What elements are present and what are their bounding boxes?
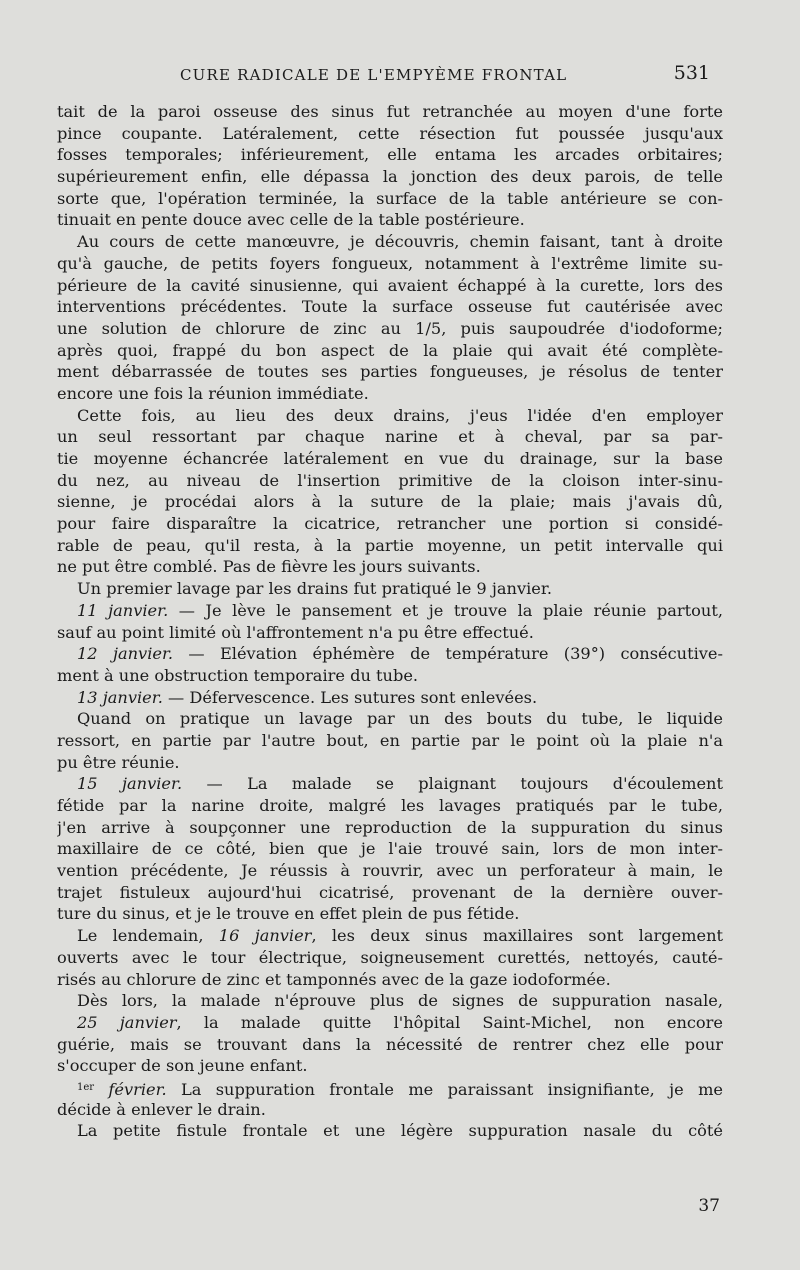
line-text: Cette fois, au lieu des deux drains, j'eus l'idée d'en employer <box>77 405 723 425</box>
text-line <box>57 665 723 687</box>
text-line <box>57 144 723 166</box>
entry-date: 15 janvier. <box>77 774 183 794</box>
text-line <box>57 622 723 644</box>
text-line <box>57 253 723 275</box>
line-text: ment débarrassée de toutes ses parties fongueuses, je résolus de tenter <box>57 362 723 382</box>
text-line <box>57 1055 723 1077</box>
line-text: — Elévation éphémère de température (39°) consécutive- <box>173 644 723 664</box>
text-line <box>57 166 723 188</box>
line-text: , la malade quitte l'hôpital Saint-Michel, non encore <box>176 1012 723 1032</box>
line-text: , les deux sinus maxillaires sont largement <box>311 926 723 946</box>
line-text: sorte que, l'opération terminée, la surface de la table antérieure se con- <box>57 188 723 208</box>
text-line <box>57 231 723 253</box>
line-text: sauf au point limité où l'affrontement n'a pu être effectué. <box>57 622 534 642</box>
line-text: interventions précédentes. Toute la surface osseuse fut cautérisée avec <box>57 297 723 317</box>
line-text: après quoi, frappé du bon aspect de la plaie qui avait été complète- <box>57 340 723 360</box>
text-line <box>57 448 723 470</box>
line-text: pince coupante. Latéralement, cette résection fut poussée jusqu'aux <box>57 123 723 143</box>
text-line <box>57 361 723 383</box>
text-line <box>57 578 723 600</box>
text-line <box>57 340 723 362</box>
entry-date: 13 janvier. <box>77 687 163 707</box>
line-text: Au cours de cette manœuvre, je découvris, chemin faisant, tant à droite <box>77 232 723 252</box>
running-title: CURE RADICALE DE L'EMPYÈME FRONTAL <box>180 66 568 84</box>
text-line <box>57 1120 723 1142</box>
text-line <box>57 1034 723 1056</box>
line-text: ne put être comblé. Pas de fièvre les jours suivants. <box>57 557 481 577</box>
entry-date: 11 janvier. <box>77 600 169 620</box>
text-line <box>57 1012 723 1034</box>
text-line <box>57 426 723 448</box>
line-text: s'occuper de son jeune enfant. <box>57 1056 308 1076</box>
text-line <box>57 405 723 427</box>
entry-date: 16 janvier <box>218 926 312 946</box>
line-text: tait de la paroi osseuse des sinus fut retranchée au moyen d'une forte <box>57 102 723 121</box>
body-text <box>57 101 723 1142</box>
line-text: sienne, je procédai alors à la suture de la plaie; mais j'avais dû, <box>57 492 723 512</box>
text-line <box>57 209 723 231</box>
text-line <box>57 491 723 513</box>
text-line <box>57 556 723 578</box>
line-text: La suppuration frontale me paraissant insignifiante, je me <box>166 1079 723 1099</box>
line-text: trajet fistuleux aujourd'hui cicatrisé, provenant de la dernière ouver- <box>57 882 723 902</box>
line-text: ture du sinus, et je le trouve en effet plein de pus fétide. <box>57 904 520 924</box>
line-text: fosses temporales; inférieurement, elle entama les arcades orbitaires; <box>57 145 723 165</box>
text-line <box>57 708 723 730</box>
text-line <box>57 795 723 817</box>
line-text: Un premier lavage par les drains fut pratiqué le 9 janvier. <box>77 579 552 599</box>
text-line <box>57 296 723 318</box>
text-line <box>57 773 723 795</box>
line-text: décide à enlever le drain. <box>57 1099 266 1119</box>
text-line <box>57 817 723 839</box>
line-text: périeure de la cavité sinusienne, qui avaient échappé à la curette, lors des <box>57 275 723 295</box>
line-text: pour faire disparaître la cicatrice, retrancher une portion si considé- <box>57 514 723 534</box>
line-text: j'en arrive à soupçonner une reproduction de la suppuration du sinus <box>57 817 723 837</box>
line-text: La petite fistule frontale et une légère suppuration nasale du côté <box>77 1121 723 1141</box>
text-line <box>57 860 723 882</box>
line-text: un seul ressortant par chaque narine et à cheval, par sa par- <box>57 427 723 447</box>
line-text: fétide par la narine droite, malgré les lavages pratiqués par le tube, <box>57 796 723 815</box>
text-line <box>57 730 723 752</box>
page-header <box>80 62 720 90</box>
text-line <box>57 1077 723 1099</box>
line-text: ressort, en partie par l'autre bout, en partie par le point où la plaie n'a <box>57 730 723 750</box>
line-text: vention précédente, Je réussis à rouvrir, avec un perforateur à main, le <box>57 861 723 881</box>
line-text: rable de peau, qu'il resta, à la partie moyenne, un petit intervalle qui <box>57 535 723 555</box>
text-line <box>57 318 723 340</box>
text-line <box>57 188 723 210</box>
entry-date: 12 janvier. <box>77 644 174 664</box>
line-text: supérieurement enfin, elle dépassa la jonction des deux parois, de telle <box>57 167 723 187</box>
text-line <box>57 535 723 557</box>
line-text: risés au chlorure de zinc et tamponnés avec de la gaze iodoformée. <box>57 969 611 989</box>
text-line <box>57 513 723 535</box>
line-text: ment à une obstruction temporaire du tube. <box>57 665 419 685</box>
text-line <box>57 643 723 665</box>
line-text: ouverts avec le tour électrique, soigneusement curettés, nettoyés, cauté- <box>57 947 723 967</box>
line-text: encore une fois la réunion immédiate. <box>57 383 369 403</box>
line-text: tinuait en pente douce avec celle de la table postérieure. <box>57 210 525 230</box>
text-line <box>57 101 723 123</box>
line-text: une solution de chlorure de zinc au 1/5, puis saupoudrée d'iodoforme; <box>57 318 723 338</box>
line-text: du nez, au niveau de l'insertion primitive de la cloison inter-sinu- <box>57 470 723 490</box>
page-number: 531 <box>673 62 710 84</box>
text-line <box>57 969 723 991</box>
text-line <box>57 275 723 297</box>
text-line <box>57 882 723 904</box>
text-line <box>57 925 723 947</box>
text-line <box>57 838 723 860</box>
line-text: guérie, mais se trouvant dans la nécessité de rentrer chez elle pour <box>57 1034 723 1054</box>
line-text: Dès lors, la malade n'éprouve plus de signes de suppuration nasale, <box>77 991 723 1011</box>
text-line <box>57 687 723 709</box>
line-text: — Je lève le pansement et je trouve la plaie réunie partout, <box>168 600 723 620</box>
text-line <box>57 470 723 492</box>
text-line <box>57 1099 723 1121</box>
text-line <box>57 903 723 925</box>
entry-date: 25 janvier <box>77 1012 177 1032</box>
line-text: Quand on pratique un lavage par un des bouts du tube, le liquide <box>77 709 723 729</box>
superscript: 1er <box>77 1081 95 1093</box>
line-prefix: Le lendemain, <box>77 926 219 946</box>
line-text: tie moyenne échancrée latéralement en vue du drainage, sur la base <box>57 449 723 468</box>
signature-mark: 37 <box>698 1196 720 1216</box>
text-line <box>57 752 723 774</box>
line-text: pu être réunie. <box>57 752 180 772</box>
text-line <box>57 383 723 405</box>
line-text: — La malade se plaignant toujours d'écoulement <box>182 774 723 794</box>
text-line <box>57 123 723 145</box>
text-line <box>57 600 723 622</box>
line-text: maxillaire de ce côté, bien que je l'aie trouvé sain, lors de mon inter- <box>57 839 723 859</box>
line-text: qu'à gauche, de petits foyers fongueux, notamment à l'extrême limite su- <box>57 253 723 273</box>
line-text: — Défervescence. Les sutures sont enlevées. <box>162 687 538 707</box>
text-line <box>57 947 723 969</box>
text-line <box>57 990 723 1012</box>
entry-date: février. <box>94 1079 167 1099</box>
